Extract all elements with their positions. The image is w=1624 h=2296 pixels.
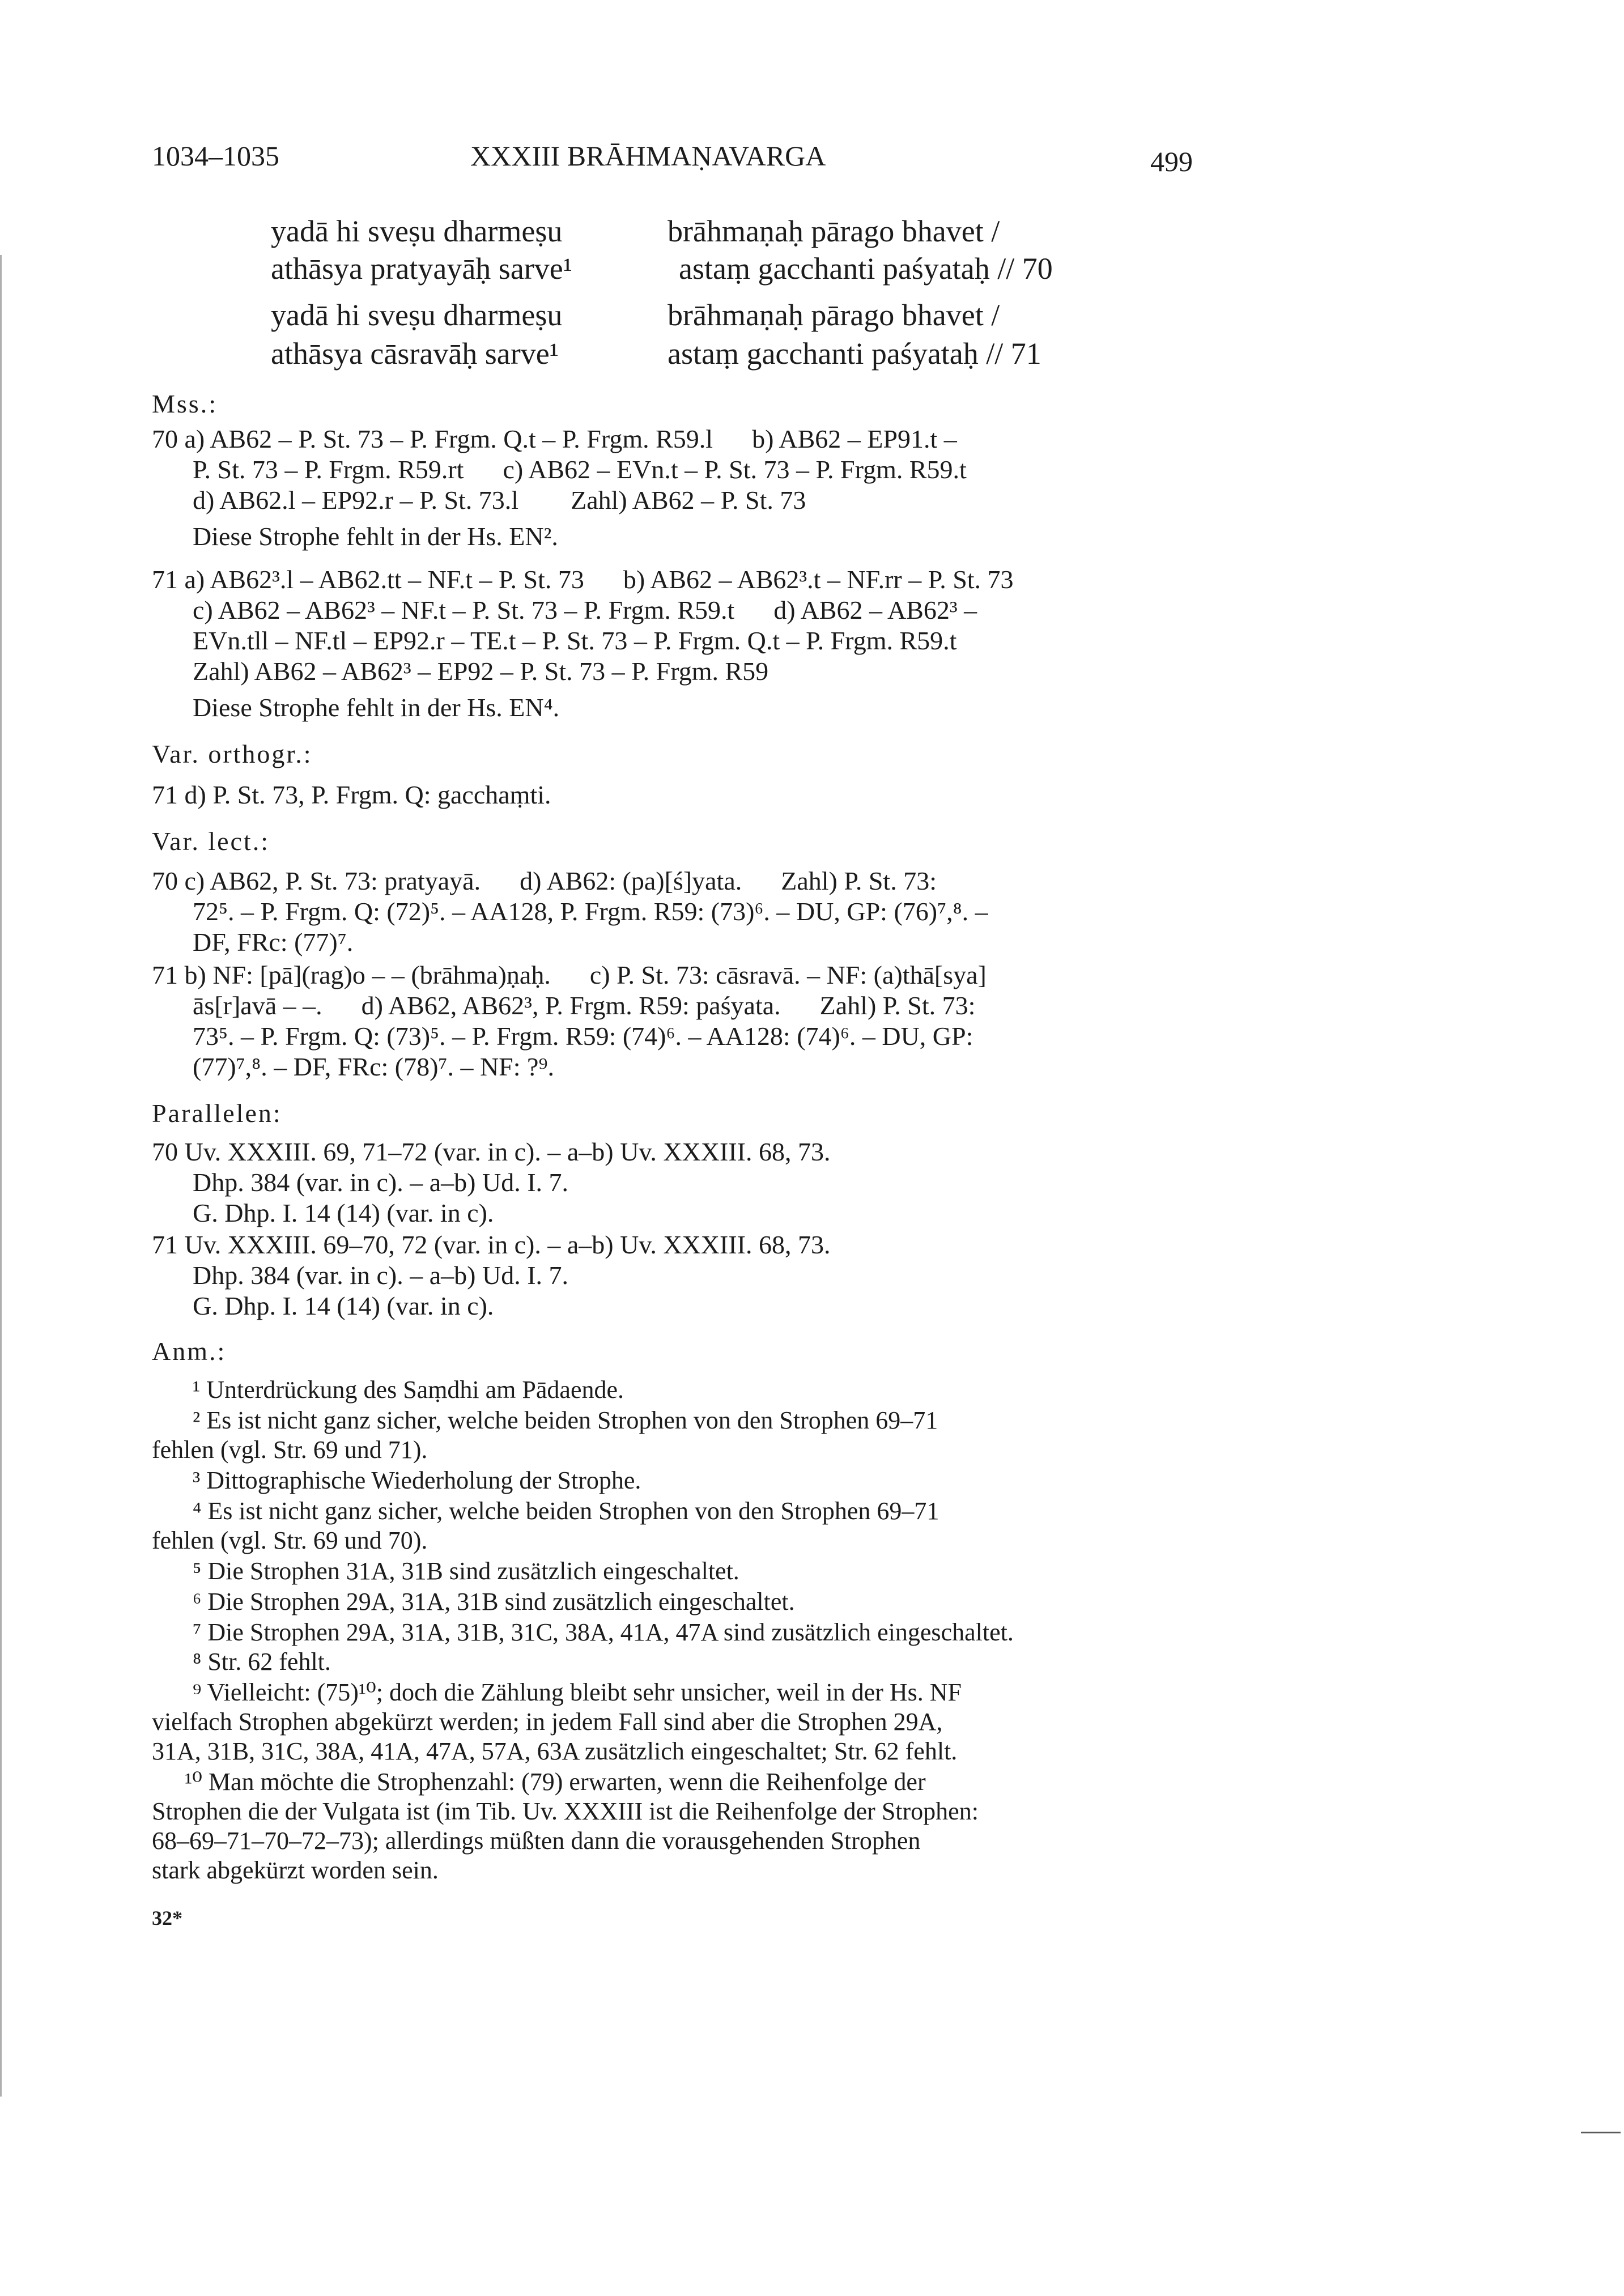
verse-70-line-2-a: athāsya pratyayāḥ sarve¹ xyxy=(271,252,572,286)
footnote-10: ¹⁰ Man möchte die Strophenzahl: (79) erwarten, wenn die Reihenfolge der xyxy=(185,1768,926,1796)
mss-line: Diese Strophe fehlt in der Hs. EN⁴. xyxy=(193,693,560,722)
footnote-4-cont: fehlen (vgl. Str. 69 und 70). xyxy=(152,1527,428,1554)
var-orthogr-heading: Var. orthogr.: xyxy=(152,739,313,768)
parallelen-line: Dhp. 384 (var. in c). – a–b) Ud. I. 7. xyxy=(193,1168,569,1197)
footnote-9: ⁹ Vielleicht: (75)¹⁰; doch die Zählung bleibt sehr unsicher, weil in der Hs. NF xyxy=(193,1678,962,1706)
footnote-8: ⁸ Str. 62 fehlt. xyxy=(193,1648,331,1676)
verse-71-line-1-a: yadā hi sveṣu dharmeṣu xyxy=(271,298,563,332)
var-lect-heading: Var. lect.: xyxy=(152,827,270,856)
footnote-4: ⁴ Es ist nicht ganz sicher, welche beiden Strophen von den Strophen 69–71 xyxy=(193,1497,939,1525)
verse-70-line-2-b: astaṃ gacchanti paśyataḥ // 70 xyxy=(679,252,1053,286)
mss-line: d) AB62.l – EP92.r – P. St. 73.l Zahl) AB62 – P. St. 73 xyxy=(193,486,806,515)
anm-heading: Anm.: xyxy=(152,1337,227,1366)
footnote-6: ⁶ Die Strophen 29A, 31A, 31B sind zusätzlich eingeschaltet. xyxy=(193,1588,795,1615)
mss-heading: Mss.: xyxy=(152,389,218,418)
parallelen-line: 71 Uv. XXXIII. 69–70, 72 (var. in c). – a–b) Uv. XXXIII. 68, 73. xyxy=(152,1230,831,1259)
var-lect-line: 70 c) AB62, P. St. 73: pratyayā. d) AB62: (pa)[ś]yata. Zahl) P. St. 73: xyxy=(152,866,937,895)
parallelen-line: G. Dhp. I. 14 (14) (var. in c). xyxy=(193,1198,494,1227)
scan-artifact-line xyxy=(1581,2132,1621,2133)
footnote-2-cont: fehlen (vgl. Str. 69 und 71). xyxy=(152,1436,428,1464)
mss-line: Zahl) AB62 – AB62³ – EP92 – P. St. 73 – P. Frgm. R59 xyxy=(193,657,769,686)
footnote-5: ⁵ Die Strophen 31A, 31B sind zusätzlich eingeschaltet. xyxy=(193,1557,739,1585)
verse-70-line-1-b: brāhmaṇaḥ pārago bhavet / xyxy=(668,214,1000,248)
mss-line: EVn.tll – NF.tl – EP92.r – TE.t – P. St. 73 – P. Frgm. Q.t – P. Frgm. R59.t xyxy=(193,626,957,655)
parallelen-line: 70 Uv. XXXIII. 69, 71–72 (var. in c). – a–b) Uv. XXXIII. 68, 73. xyxy=(152,1137,831,1166)
var-orthogr-line: 71 d) P. St. 73, P. Frgm. Q: gacchaṃti. xyxy=(152,780,551,809)
verse-71-line-2-b: astaṃ gacchanti paśyataḥ // 71 xyxy=(668,337,1041,371)
footnote-7: ⁷ Die Strophen 29A, 31A, 31B, 31C, 38A, 41A, 47A sind zusätzlich eingeschaltet. xyxy=(193,1618,1014,1646)
footnote-1: ¹ Unterdrückung des Saṃdhi am Pādaende. xyxy=(193,1376,624,1404)
header-page-range: 1034–1035 xyxy=(152,140,279,172)
parallelen-line: Dhp. 384 (var. in c). – a–b) Ud. I. 7. xyxy=(193,1261,569,1290)
parallelen-line: G. Dhp. I. 14 (14) (var. in c). xyxy=(193,1291,494,1320)
footnote-2: ² Es ist nicht ganz sicher, welche beiden Strophen von den Strophen 69–71 xyxy=(193,1406,938,1434)
verse-70-line-1-a: yadā hi sveṣu dharmeṣu xyxy=(271,214,563,248)
mss-line: 71 a) AB62³.l – AB62.tt – NF.t – P. St. 73 b) AB62 – AB62³.t – NF.rr – P. St. 73 xyxy=(152,565,1014,594)
footnote-10-cont: 68–69–71–70–72–73); allerdings müßten dann die vorausgehenden Strophen xyxy=(152,1827,921,1855)
footnote-10-cont: Strophen die der Vulgata ist (im Tib. Uv. XXXIII ist die Reihenfolge der Strophen: xyxy=(152,1797,979,1825)
mss-line: c) AB62 – AB62³ – NF.t – P. St. 73 – P. Frgm. R59.t d) AB62 – AB62³ – xyxy=(193,596,977,624)
var-lect-line: 73⁵. – P. Frgm. Q: (73)⁵. – P. Frgm. R59: (74)⁶. – AA128: (74)⁶. – DU, GP: xyxy=(193,1022,973,1051)
mss-line: 70 a) AB62 – P. St. 73 – P. Frgm. Q.t – P. Frgm. R59.l b) AB62 – EP91.t – xyxy=(152,424,957,453)
footnote-10-cont: stark abgekürzt worden sein. xyxy=(152,1856,439,1884)
binding-edge-shadow xyxy=(0,255,10,2097)
var-lect-line: (77)⁷,⁸. – DF, FRc: (78)⁷. – NF: ?⁹. xyxy=(193,1052,555,1081)
var-lect-line: DF, FRc: (77)⁷. xyxy=(193,928,354,956)
var-lect-line: ās[r]avā – –. d) AB62, AB62³, P. Frgm. R59: paśyata. Zahl) P. St. 73: xyxy=(193,991,976,1020)
footnote-9-cont: vielfach Strophen abgekürzt werden; in jedem Fall sind aber die Strophen 29A, xyxy=(152,1708,943,1736)
parallelen-heading: Parallelen: xyxy=(152,1099,282,1128)
var-lect-line: 71 b) NF: [pā](rag)o – – (brāhma)ṇaḥ. c) P. St. 73: cāsravā. – NF: (a)thā[sya] xyxy=(152,960,987,989)
verse-71-line-1-b: brāhmaṇaḥ pārago bhavet / xyxy=(668,298,1000,332)
footnote-3: ³ Dittographische Wiederholung der Strophe. xyxy=(193,1466,641,1494)
header-page-number: 499 xyxy=(1150,146,1193,177)
mss-line: P. St. 73 – P. Frgm. R59.rt c) AB62 – EVn.t – P. St. 73 – P. Frgm. R59.t xyxy=(193,455,967,484)
var-lect-line: 72⁵. – P. Frgm. Q: (72)⁵. – AA128, P. Frgm. R59: (73)⁶. – DU, GP: (76)⁷,⁸. – xyxy=(193,897,988,926)
header-chapter-title: XXXIII BRĀHMAṆAVARGA xyxy=(470,140,826,172)
footnote-9-cont: 31A, 31B, 31C, 38A, 41A, 47A, 57A, 63A zusätzlich eingeschaltet; Str. 62 fehlt. xyxy=(152,1737,958,1765)
printer-signature: 32* xyxy=(152,1907,182,1929)
mss-line: Diese Strophe fehlt in der Hs. EN². xyxy=(193,522,558,551)
verse-71-line-2-a: athāsya cāsravāḥ sarve¹ xyxy=(271,337,559,371)
